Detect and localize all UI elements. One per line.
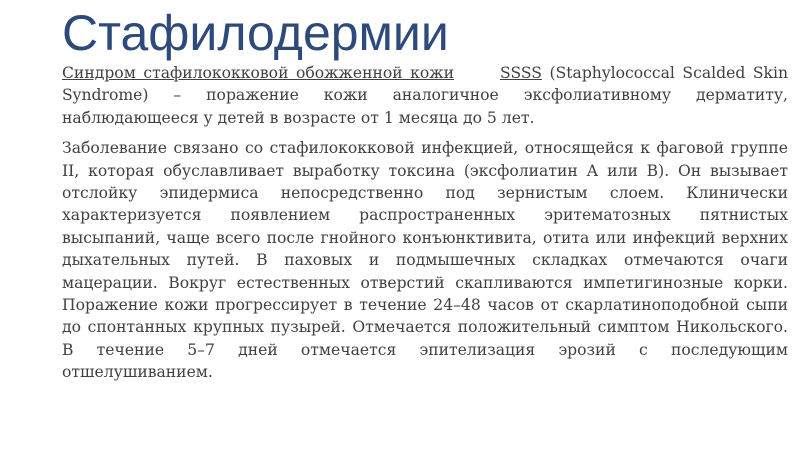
slide-body bbox=[62, 62, 788, 384]
syndrome-heading: Синдром стафилококковой обожженной кожи bbox=[62, 64, 455, 82]
paragraph-definition bbox=[62, 62, 788, 129]
definition-text: (Staphylococcal Scalded Skin Syndrome) – поражение кожи аналогичное эксфолиативному дерматиту, наблюдающееся у детей в возрасте от 1 месяца до 5 лет. bbox=[62, 64, 788, 127]
paragraph-description: Заболевание связано со стафилококковой инфекцией, относящейся к фаговой группе II, которая обуславливает выработку токсина (эксфолиатин А или В). Он вызывает отслойку эпидермиса непосредственно под зернистым слоем. Клинически характеризуется появлением распространенных эритематозных пятнистых высыпаний, чаще всего после гнойного конъюнктивита, отита или инфекций верхних дыхательных путей. В паховых и подмышечных складках отмечаются очаги мацерации. Вокруг естественных отверстий скапливаются импетигинозные корки. Поражение кожи прогрессирует в течение 24–48 часов от скарлатиноподобной сыпи до спонтанных крупных пузырей. Отмечается положительный симптом Никольского. В течение 5–7 дней отмечается эпителизация эрозий с последующим отшелушиванием. bbox=[62, 139, 788, 382]
slide-title: Стафилодермии bbox=[62, 5, 449, 61]
syndrome-abbreviation: SSSS bbox=[500, 64, 542, 82]
